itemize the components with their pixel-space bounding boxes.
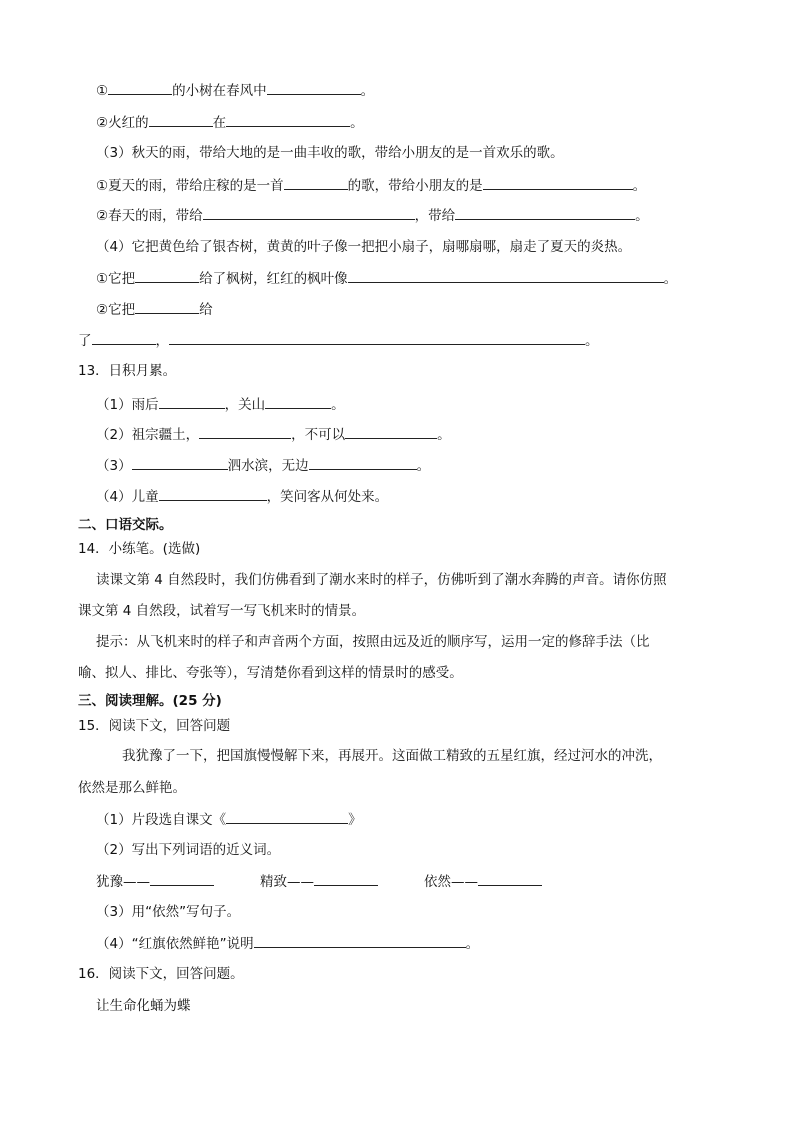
- answer-blank[interactable]: [132, 455, 228, 470]
- q12-item-4-2: ②它把 给: [96, 299, 213, 320]
- q14-title: 14．小练笔。(选做): [78, 541, 201, 557]
- answer-blank[interactable]: [169, 330, 585, 345]
- q12-item-3-2: ②春天的雨，带给 ，带给 。: [96, 205, 649, 226]
- section-heading-oral: 二、口语交际。: [78, 517, 173, 533]
- answer-blank[interactable]: [265, 394, 331, 409]
- answer-blank[interactable]: [203, 205, 415, 220]
- q14-paragraph-1b: 课文第 4 自然段，试着写一写飞机来时的情景。: [78, 603, 366, 619]
- q16-title: 16．阅读下文，回答问题。: [78, 966, 244, 982]
- q12-item-2-1: ① 的小树在春风中 。: [96, 80, 374, 101]
- answer-blank[interactable]: [135, 268, 199, 283]
- answer-blank[interactable]: [150, 871, 214, 886]
- q13-item-3: （3） 泗水滨，无边 。: [96, 455, 430, 476]
- q16-passage-title: 让生命化蛹为蝶: [96, 998, 191, 1014]
- answer-blank[interactable]: [254, 933, 466, 948]
- q15-item-4: （4）“红旗依然鲜艳”说明 。: [96, 933, 479, 954]
- q13-item-2: （2）祖宗疆土， ，不可以 。: [96, 424, 451, 445]
- section-heading-reading: 三、阅读理解。(25 分): [78, 693, 222, 709]
- answer-blank[interactable]: [455, 205, 635, 220]
- answer-blank[interactable]: [92, 330, 156, 345]
- answer-blank[interactable]: [478, 871, 542, 886]
- q12-item-4-2-cont: 了 ， 。: [78, 330, 599, 351]
- answer-blank[interactable]: [309, 455, 417, 470]
- answer-blank[interactable]: [348, 268, 664, 283]
- q14-hint-b: 喻、拟人、排比、夸张等），写清楚你看到这样的情景时的感受。: [78, 665, 463, 681]
- q15-item-3: （3）用“依然”写句子。: [96, 904, 241, 920]
- q13-item-4: （4）儿童 ，笑问客从何处来。: [96, 486, 388, 507]
- answer-blank[interactable]: [159, 394, 225, 409]
- q13-item-1: （1）雨后 ，关山 。: [96, 394, 345, 415]
- answer-blank[interactable]: [226, 112, 350, 127]
- answer-blank[interactable]: [226, 809, 348, 824]
- answer-blank[interactable]: [284, 175, 348, 190]
- q14-hint-a: 提示：从飞机来时的样子和声音两个方面，按照由远及近的顺序写，运用一定的修辞手法（比: [96, 634, 650, 650]
- q13-title: 13．日积月累。: [78, 363, 177, 379]
- q14-paragraph-1a: 读课文第 4 自然段时，我们仿佛看到了潮水来时的样子，仿佛听到了潮水奔腾的声音。请你仿照: [96, 572, 667, 588]
- answer-blank[interactable]: [345, 424, 437, 439]
- q15-passage-a: 我犹豫了一下，把国旗慢慢解下来，再展开。这面做工精致的五星红旗，经过河水的冲洗，: [122, 748, 662, 764]
- q12-item-4-1: ①它把 给了枫树，红红的枫叶像 。: [96, 268, 677, 289]
- q12-part-4: （4）它把黄色给了银杏树，黄黄的叶子像一把把小扇子，扇哪扇哪，扇走了夏天的炎热。: [96, 239, 632, 255]
- answer-blank[interactable]: [314, 871, 378, 886]
- answer-blank[interactable]: [483, 175, 633, 190]
- q15-item-2: （2）写出下列词语的近义词。: [96, 842, 281, 858]
- q12-item-3-1: ①夏天的雨，带给庄稼的是一首 的歌，带给小朋友的是 。: [96, 175, 646, 196]
- answer-blank[interactable]: [149, 112, 213, 127]
- q15-item-1: （1）片段选自课文《 》: [96, 809, 362, 830]
- q12-part-3: （3）秋天的雨，带给大地的是一曲丰收的歌，带给小朋友的是一首欢乐的歌。: [96, 145, 564, 161]
- q15-title: 15．阅读下文，回答问题: [78, 718, 231, 734]
- answer-blank[interactable]: [159, 486, 267, 501]
- answer-blank[interactable]: [108, 80, 172, 95]
- q12-item-2-2: ②火红的 在 。: [96, 112, 364, 133]
- answer-blank[interactable]: [199, 424, 291, 439]
- answer-blank[interactable]: [135, 299, 199, 314]
- answer-blank[interactable]: [267, 80, 361, 95]
- q15-synonym-row: 犹豫—— 精致—— 依然——: [96, 871, 542, 892]
- q15-passage-b: 依然是那么鲜艳。: [78, 780, 186, 796]
